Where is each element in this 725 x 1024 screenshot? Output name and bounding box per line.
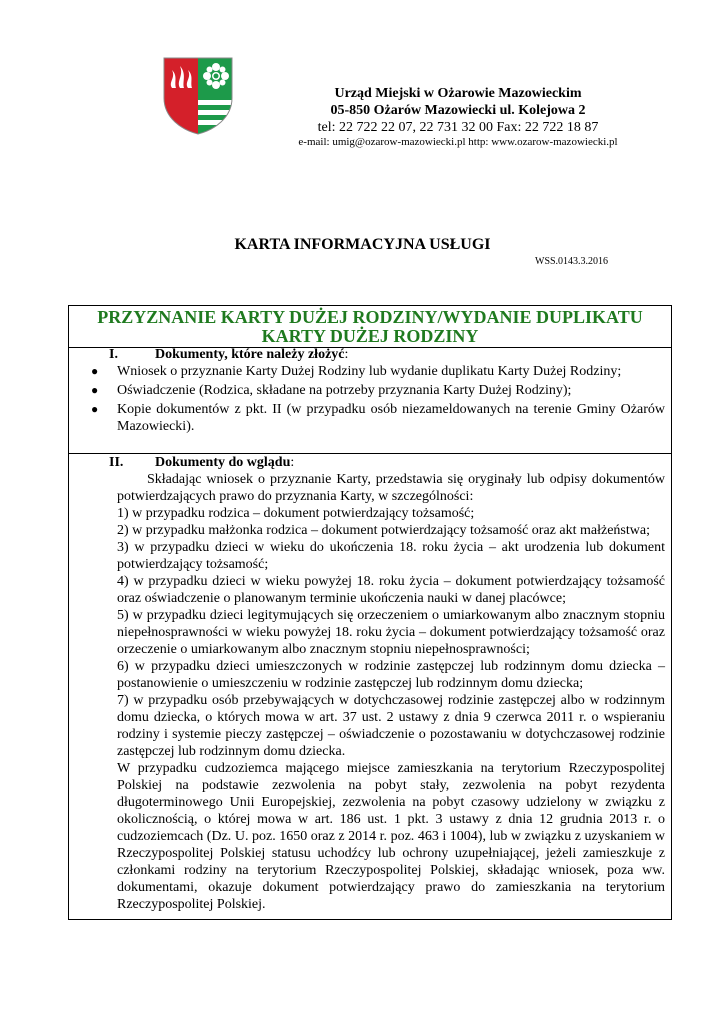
bullet-icon: ● [91,402,99,416]
institution-email-web: e-mail: umig@ozarow-mazowiecki.pl http: www.ozarow-mazowiecki.pl [298,136,618,148]
section-body [117,471,665,913]
section-documents-for-inspection [69,454,671,919]
section-heading-colon: : [290,455,295,470]
paragraph: 1) w przypadku rodzica – dokument potwierdzający tożsamość; [117,506,475,521]
section-heading-text [155,454,294,472]
paragraph: W przypadku cudzoziemca mającego miejsce zamieszkania na terytorium Rzeczypospolitej Polskiej na podstawie zezwolenia na pobyt stały, zezwolenia na pobyt rezydenta długoterminowego Unii Europejskiej, zezwolenia na pobyt czasowy udzielony w związku z okolicznością, o której mowa w art. 186 ust. 1 pkt. 3 ustawy z dnia 12 grudnia 2013 r. o cudzoziemcach (Dz. U. poz. 1650 oraz z 2014 r. poz. 463 i 1004), lub w związku z uzyskaniem w Rzeczypospolitej Polskiej statusu uchodźcy lub ochrony uzupełniającej, jeżeli zamieszkuje z członkami rodziny na terytorium Rzeczypospolitej Polskiej, składając wniosek, poza ww. dokumentami, okazuje dokument potwierdzający prawo do zamieszkania na terytorium Rzeczypospolitej Polskiej. [117,761,665,912]
paragraph: 5) w przypadku dzieci legitymujących się orzeczeniem o umiarkowanym albo znacznym stopniu niepełnosprawności w wieku powyżej 18. roku życia – dokument potwierdzający tożsamość oraz orzeczenie o umiarkowanym albo znacznym stopniu niepełnosprawności; [117,608,665,657]
section-heading [69,346,671,364]
section-documents-to-submit [69,346,671,454]
bullet-icon: ● [91,364,99,378]
section-number: II. [109,455,124,470]
coat-of-arms-icon [162,56,234,136]
service-card-table [68,305,672,920]
paragraph: Składając wniosek o przyznanie Karty, przedstawia się oryginały lub odpisy dokumentów potwierdzających prawo do przyznania Karty, w szczególności: [117,472,665,504]
list-item-text: Oświadczenie (Rodzica, składane na potrzeby przyznania Karty Dużej Rodziny); [117,383,572,398]
list-item [91,382,665,399]
service-title: PRZYZNANIE KARTY DUŻEJ RODZINY/WYDANIE DUPLIKATU KARTY DUŻEJ RODZINY [69,306,671,348]
paragraph: 2) w przypadku małżonka rodzica – dokument potwierdzający tożsamość oraz akt małżeństwa; [117,523,650,538]
section-heading-label: Dokumenty, które należy złożyć [155,347,345,362]
document-reference: WSS.0143.3.2016 [535,256,609,267]
institution-address: 05-850 Ożarów Mazowiecki ul. Kolejowa 2 [330,103,586,118]
section-heading-label: Dokumenty do wglądu [155,455,291,470]
section-number: I. [109,347,118,362]
paragraph: 7) w przypadku osób przebywających w dotychczasowej rodzinie zastępczej albo w rodzinnym domu dziecka, o których mowa w art. 37 ust. 2 ustawy z dnia 9 czerwca 2011 r. o wspieraniu rodziny i systemie pieczy zastępczej – oświadczenie o pozostawaniu w dotychczasowej rodzinie zastępczej lub rodzinnym domu dziecka. [117,693,665,759]
paragraph: 4) w przypadku dzieci w wieku powyżej 18. roku życia – dokument potwierdzający tożsamość oraz oświadczenie o planowanym terminie ukończenia nauki w danej placówce; [117,574,665,606]
paragraph: 6) w przypadku dzieci umieszczonych w rodzinie zastępczej lub rodzinnym domu dziecka – postanowienie o umieszczeniu w rodzinie zastępczej lub rodzinnym domu dziecka; [117,659,665,691]
list-item-text: Kopie dokumentów z pkt. II (w przypadku osób niezameldowanych na terenie Gminy Ożarów Mazowiecki). [117,402,665,434]
list-item [91,401,665,435]
documents-list [91,363,665,437]
list-item-text: Wniosek o przyznanie Karty Dużej Rodziny lub wydanie duplikatu Karty Dużej Rodziny; [117,364,622,379]
bullet-icon: ● [91,383,99,397]
institution-name: Urząd Miejski w Ożarowie Mazowieckim [334,86,582,101]
paragraph: 3) w przypadku dzieci w wieku do ukończenia 18. roku życia – akt urodzenia lub dokument potwierdzający tożsamość; [117,540,665,572]
section-heading-text [155,346,348,364]
institution-phones: tel: 22 722 22 07, 22 731 32 00 Fax: 22 722 18 87 [317,120,599,135]
section-heading-colon: : [344,347,349,362]
section-heading [69,454,671,472]
document-title: KARTA INFORMACYJNA USŁUGI [234,236,491,253]
list-item [91,363,665,380]
